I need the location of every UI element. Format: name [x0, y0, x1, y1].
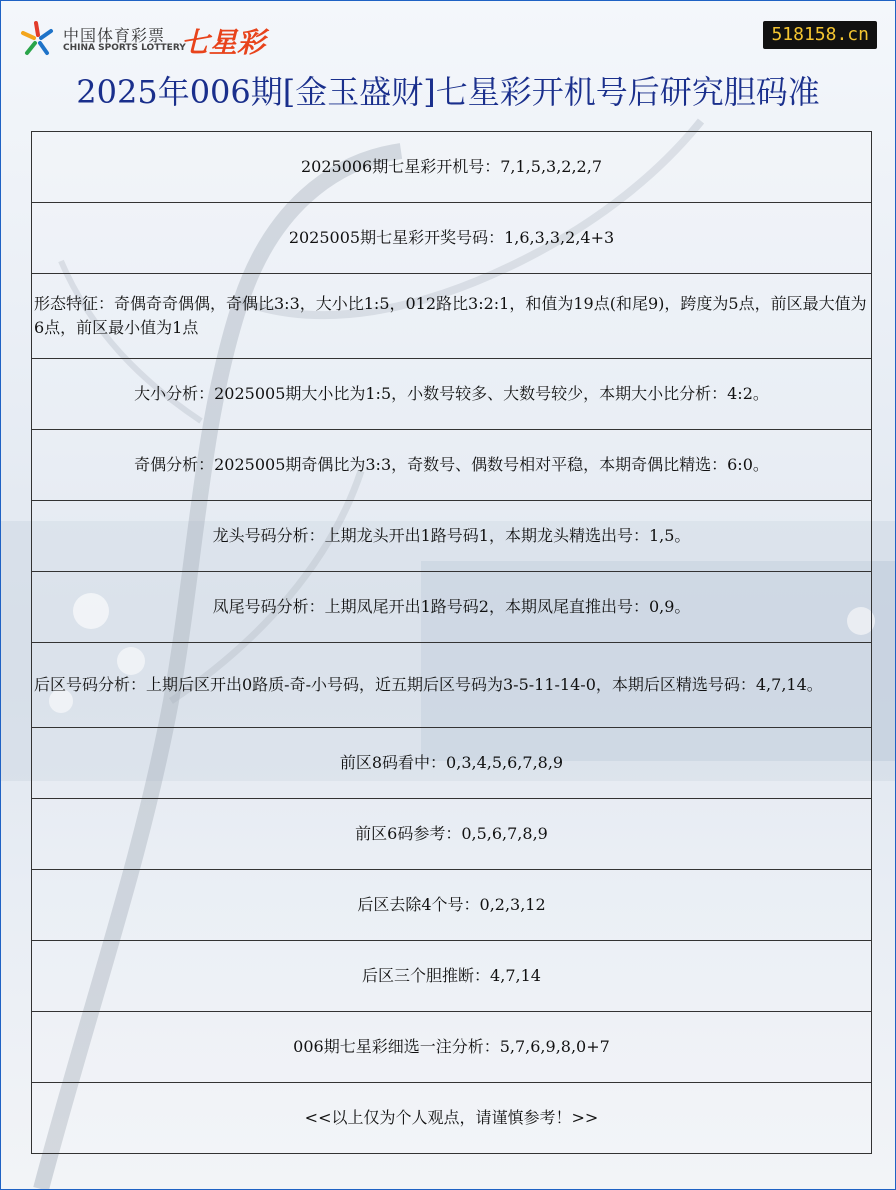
- logo-english-text: CHINA SPORTS LOTTERY: [63, 43, 186, 53]
- table-row: [32, 728, 872, 799]
- table-row: [32, 430, 872, 501]
- table-cell: 后区三个胆推断：4,7,14: [32, 941, 872, 1012]
- table-cell: 龙头号码分析：上期龙头开出1路号码1，本期龙头精选出号：1,5。: [32, 501, 872, 572]
- table-cell: 大小分析：2025005期大小比为1:5，小数号较多、大数号较少，本期大小比分析：4:2。: [32, 359, 872, 430]
- qixingcai-brand: 七星彩: [181, 26, 266, 59]
- table-row: [32, 501, 872, 572]
- lottery-star-icon: [19, 21, 55, 57]
- table-cell: <<以上仅为个人观点，请谨慎参考！>>: [32, 1083, 872, 1154]
- table-cell: 前区8码看中：0,3,4,5,6,7,8,9: [32, 728, 872, 799]
- table-row: [32, 1083, 872, 1154]
- table-row: [32, 203, 872, 274]
- table-cell: 2025005期七星彩开奖号码：1,6,3,3,2,4+3: [32, 203, 872, 274]
- table-row: [32, 572, 872, 643]
- page-title: 2025年006期[金玉盛财]七星彩开机号后研究胆码准: [76, 73, 820, 111]
- table-row: [32, 870, 872, 941]
- table-row: [32, 941, 872, 1012]
- table-cell: 奇偶分析：2025005期奇偶比为3:3，奇数号、偶数号相对平稳，本期奇偶比精选：6:0。: [32, 430, 872, 501]
- table-cell: 后区号码分析：上期后区开出0路质-奇-小号码，近五期后区号码为3-5-11-14-0，本期后区精选号码：4,7,14。: [32, 643, 872, 728]
- table-cell: 凤尾号码分析：上期凤尾开出1路号码2，本期凤尾直推出号：0,9。: [32, 572, 872, 643]
- logo-chinese-text: 中国体育彩票: [63, 26, 166, 45]
- analysis-table: [31, 131, 872, 1154]
- table-cell: 后区去除4个号：0,2,3,12: [32, 870, 872, 941]
- site-domain-badge: 518158.cn: [763, 21, 877, 49]
- table-row: [32, 359, 872, 430]
- table-row: [32, 132, 872, 203]
- table-row: [32, 274, 872, 359]
- table-cell: 前区6码参考：0,5,6,7,8,9: [32, 799, 872, 870]
- table-cell: 形态特征：奇偶奇奇偶偶，奇偶比3:3，大小比1:5，012路比3:2:1，和值为19点(和尾9)，跨度为5点，前区最大值为6点，前区最小值为1点: [32, 274, 872, 359]
- table-row: [32, 799, 872, 870]
- table-row: [32, 1012, 872, 1083]
- table-row: [32, 643, 872, 728]
- table-cell: 006期七星彩细选一注分析：5,7,6,9,8,0+7: [32, 1012, 872, 1083]
- table-cell: 2025006期七星彩开机号：7,1,5,3,2,2,7: [32, 132, 872, 203]
